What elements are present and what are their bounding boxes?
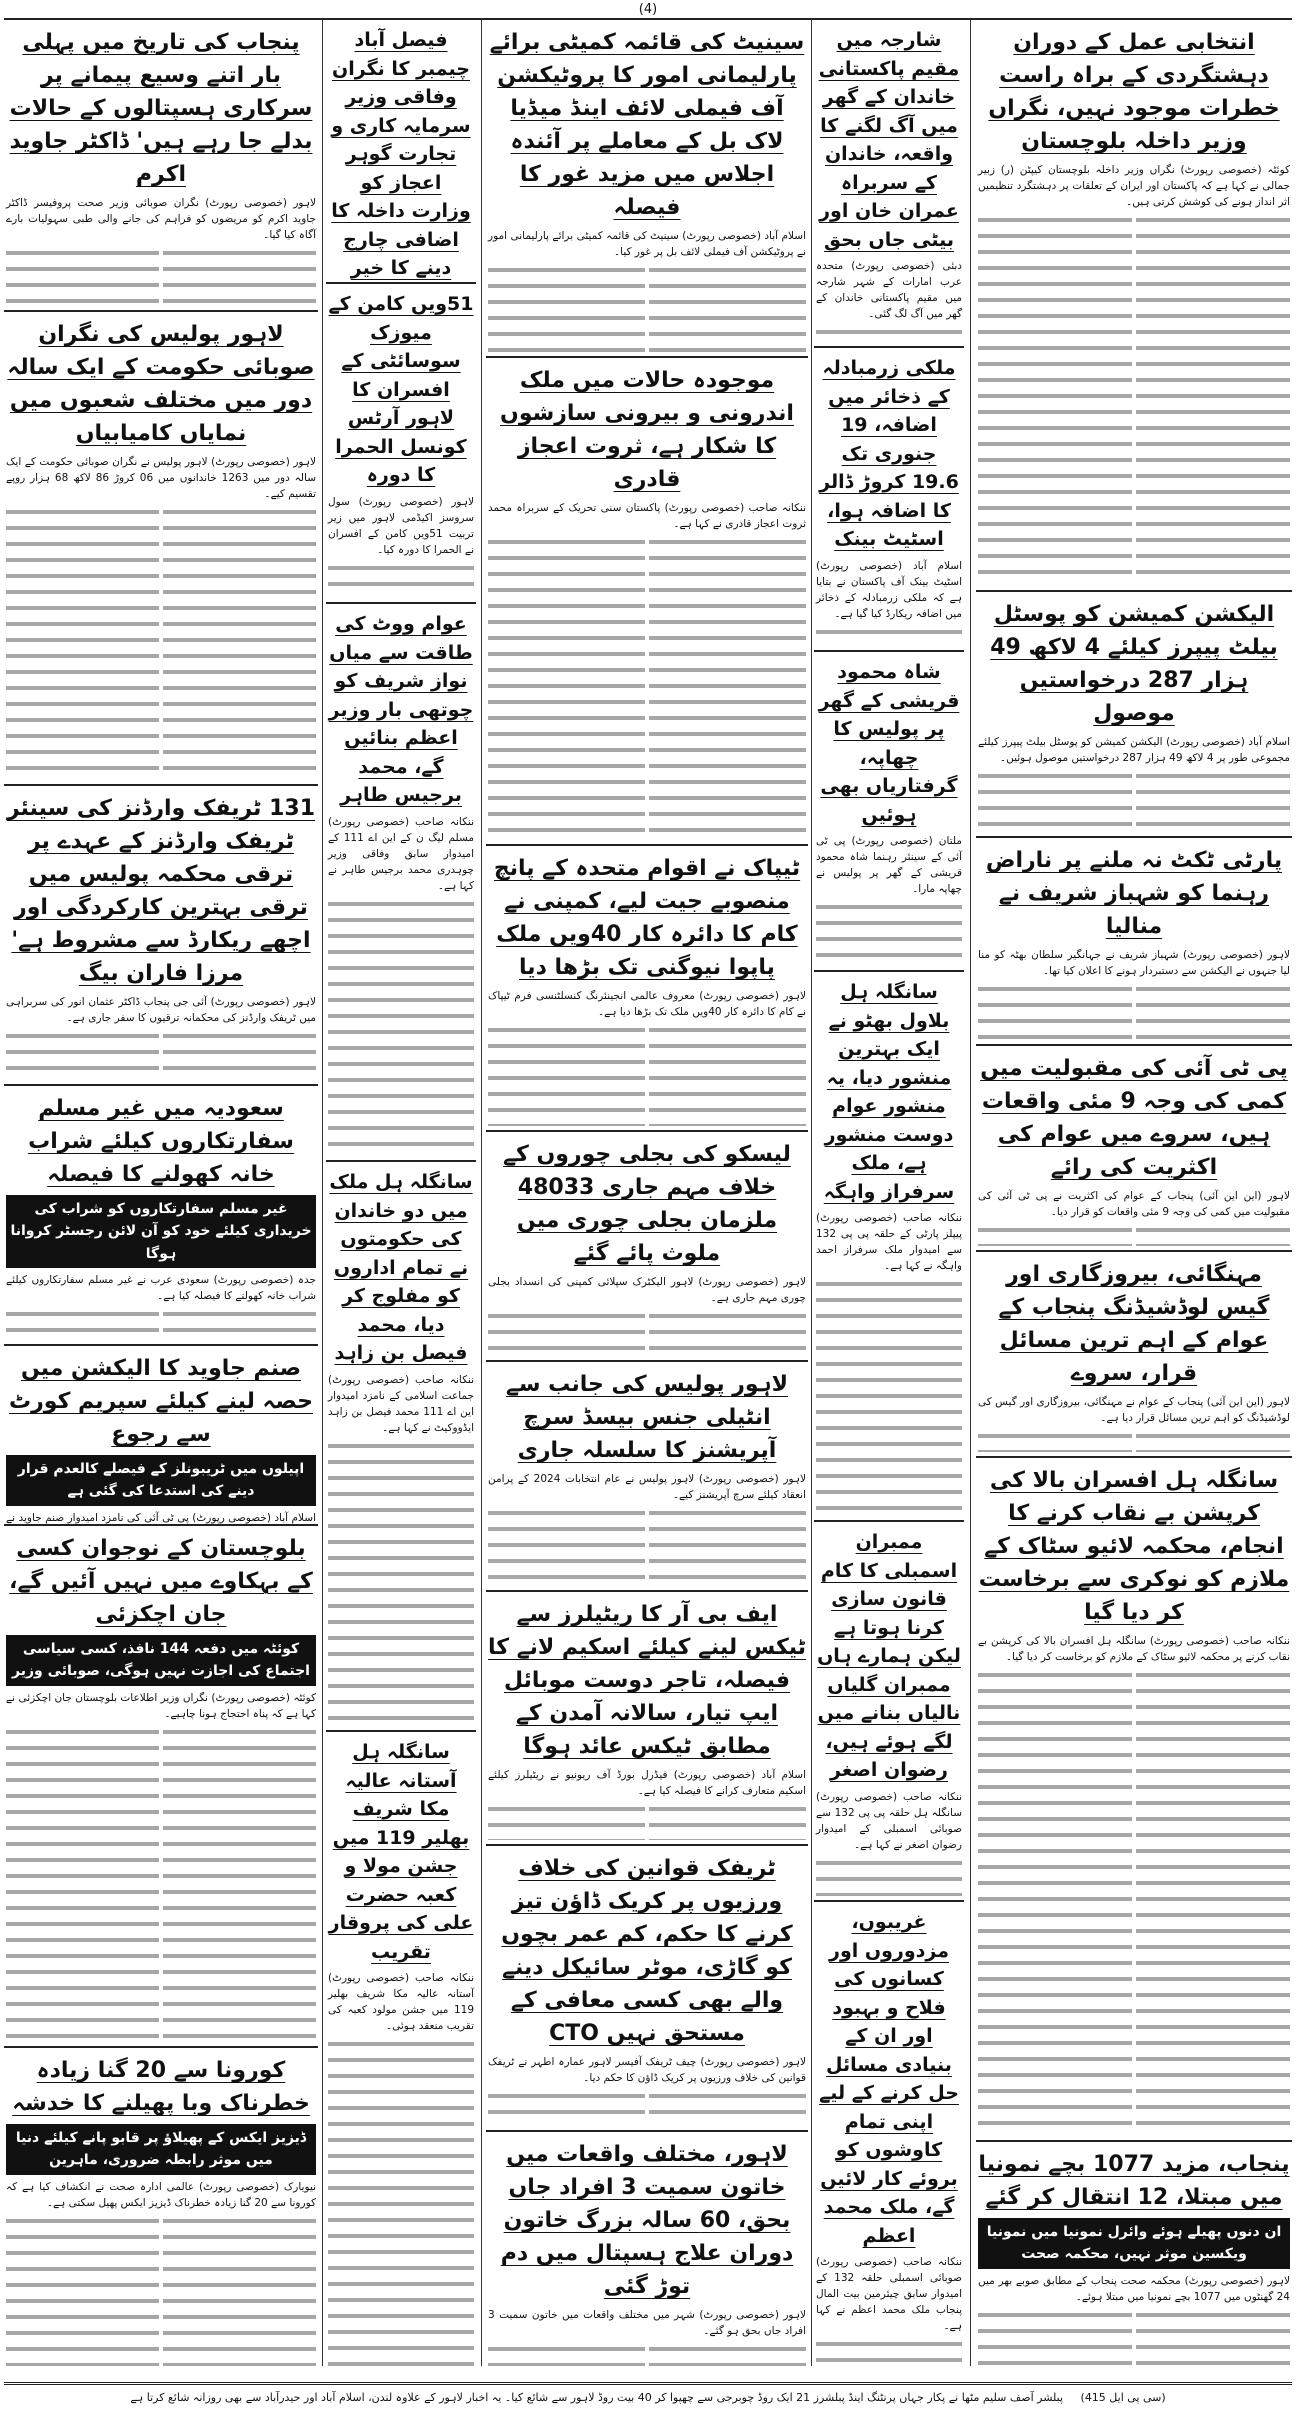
news-article: [326, 1734, 476, 2370]
news-article: [486, 1848, 808, 2132]
article-body: اسلام آباد (خصوصی رپورٹ) اسٹیٹ بینک آف پاکستان نے بتایا ہے کہ ملکی زرمبادلہ کے ذخائر میں اضافہ ریکارڈ کیا گیا ہے۔: [816, 559, 962, 620]
headline: سانگلہ ہل ملک میں دو خاندان کی حکومتوں نے تمام اداروں کو مفلوج کر دیا، محمد فیصل بن زاہد: [329, 1171, 473, 1364]
headline: ٹریفک قوانین کی خلاف ورزیوں پر کریک ڈاؤن تیز کرنے کا حکم، کم عمر بچوں کو گاڑی، موٹر سائیکل دینے والے بھی کسی معافی کے مستحق نہیں CTO: [501, 1856, 793, 2046]
body-text-lines: [816, 1855, 962, 1897]
body-text-lines: [6, 1724, 316, 2042]
article-body: ننکانہ صاحب (خصوصی رپورٹ) جماعت اسلامی کے نامزد امیدوار این اے 111 محمد فیصل بن زاہد ایڈووکیٹ نے کہا ہے۔: [328, 1373, 474, 1434]
column-rule: [481, 18, 482, 2366]
subheadline-bar: اپیلوں میں ٹریبونلز کے فیصلے کالعدم قرار دینے کی استدعا کی گئی ہے: [6, 1455, 316, 1506]
headline: لاہور، مختلف واقعات میں خاتون سمیت 3 افراد جاں بحق، 60 سالہ بزرگ خاتون دوران علاج ہسپتال میں دم توڑ گئی: [500, 2142, 794, 2299]
news-article: [976, 1460, 1292, 2142]
headline: 131 ٹریفک وارڈنز کی سینئر ٹریفک وارڈنز کے عہدے پر ترقی محکمہ پولیس میں ترقی بہترین کارکردگی اور اچھے ریکارڈ سے مشروط ہے' مرزا فاران بیگ: [6, 796, 316, 986]
body-text-lines: [6, 504, 316, 780]
body-text-lines: [978, 2307, 1290, 2366]
article-body: لاہور (این این آئی) پنجاب کے عوام کی اکثریت نے پی ٹی آئی کی مقبولیت میں کمی کی وجہ 9 مئی واقعات کو قرار دیا۔: [978, 1190, 1290, 1218]
news-article: [326, 22, 476, 284]
news-article: [814, 1904, 964, 2370]
article-body: اسلام آباد (خصوصی رپورٹ) الیکشن کمیشن کو پوسٹل بیلٹ پیپرز کیلئے مجموعی طور پر 4 لاکھ 49 ہزار 287 درخواستیں موصول ہوئیں۔: [978, 736, 1290, 764]
news-article: [976, 22, 1292, 592]
headline: پی ٹی آئی کی مقبولیت میں کمی کی وجہ 9 مئی واقعات ہیں، سروے میں عوام کی اکثریت کی رائے: [980, 1056, 1288, 1180]
news-article: [486, 1134, 808, 1362]
article-body: لاہور (خصوصی رپورٹ) آئی جی پنجاب ڈاکٹر عثمان انور کی سربراہی میں ٹریفک وارڈنز کی محکمانہ ترقیوں کا سفر جاری ہے۔: [6, 996, 316, 1024]
headline: پنجاب، مزید 1077 بچے نمونیا میں مبتلا، 12 انتقال کر گئے: [978, 2152, 1290, 2210]
body-text-lines: [816, 324, 962, 342]
headline: انتخابی عمل کے دوران دہشتگردی کے براہ راست خطرات موجود نہیں، نگراں وزیر داخلہ بلوچستان: [988, 30, 1280, 154]
article-body: ننکانہ صاحب (خصوصی رپورٹ) آستانہ عالیہ مکا شریف بھلیر 119 میں جشن مولود کعبہ کی تقریب منعقد ہوئی۔: [328, 1972, 474, 2032]
headline: پارٹی ٹکٹ نہ ملنے پر ناراض رہنما کو شہباز شریف نے منالیا: [985, 848, 1283, 939]
news-article: [326, 606, 476, 1162]
publisher-imprint: پبلشر آصف سلیم مٹھا نے پکار جہاں پرنٹنگ اینڈ پبلشرز 21 ایک روڈ چوبرجی سے چھپوا کر 40 بیت روڈ لاہور سے شائع کیا۔ یہ اخبار لاہور کے علاوہ لندن، اسلام آباد اور حیدرآباد سے بھی روزانہ شائع کرتا ہے: [130, 2391, 1064, 2404]
headline: ملکی زرمبادلہ کے ذخائر میں اضافہ، 19 جنوری تک 19.6 کروڑ ڈالر کا اضافہ ہوا، اسٹیٹ بینک: [819, 357, 959, 550]
body-text-lines: [816, 624, 962, 647]
news-article: [976, 840, 1292, 1046]
news-article: [976, 594, 1292, 838]
news-article: [486, 1594, 808, 1846]
article-body: ننکانہ صاحب (خصوصی رپورٹ) مسلم لیگ ن کے این اے 111 کے امیدوار سابق وفاقی وزیر چوہدری محمد برجیس طاہر نے کہا ہے۔: [328, 815, 474, 892]
body-text-lines: [978, 981, 1290, 1040]
article-body: لاہور (خصوصی رپورٹ) لاہور پولیس نے نگران صوبائی حکومت کے ایک سالہ دور میں 1263 خاندانوں میں 06 کروڑ 86 لاکھ 68 ہزار روپے تقسیم کیے۔: [6, 456, 317, 500]
news-article: [486, 848, 808, 1132]
news-article: [814, 350, 964, 652]
body-text-lines: [816, 899, 962, 966]
headline: مہنگائی، بیروزگاری اور گیس لوڈشیڈنگ پنجاب کے عوام کے اہم ترین مسائل قرار، سروے: [998, 1262, 1270, 1386]
news-article: [4, 1348, 318, 1526]
body-text-lines: [488, 534, 806, 840]
body-text-lines: [328, 1438, 474, 1727]
article-body: لاہور (خصوصی رپورٹ) لاہور الیکٹرک سپلائی کمپنی کی انسداد بجلی چوری مہم جاری ہے۔: [488, 1276, 806, 1304]
body-text-lines: [488, 1308, 806, 1356]
headline: عوام ووٹ کی طاقت سے میاں نواز شریف کو چوتھی بار وزیر اعظم بنائیں گے، محمد برجیس طاہر: [328, 613, 474, 806]
headline: شارجہ میں مقیم پاکستانی خاندان کے گھر میں آگ لگنے کا واقعہ، خاندان کے سربراہ عمران خان اور بیٹی جاں بحق: [818, 29, 960, 251]
news-article: [814, 22, 964, 348]
headline: صنم جاوید کا الیکشن میں حصہ لینے کیلئے سپریم کورٹ سے رجوع: [9, 1356, 313, 1447]
article-body: کوئٹہ (خصوصی رپورٹ) نگراں وزیر اطلاعات بلوچستان جان اچکزئی نے کہا ہے کہ پناہ احتجاج ہونا چاہیے۔: [6, 1691, 316, 1720]
headline: لاہور پولیس کی جانب سے انٹیلی جنس بیسڈ سرچ آپریشنز کا سلسلہ جاری: [505, 1372, 788, 1463]
headline: غریبوں، مزدوروں اور کسانوں کی فلاح و بہبود اور ان کے بنیادی مسائل حل کرنے کے لیے اپنی تمام کاوشوں کو بروئے کار لائیں گے، ملک محمد اعظم: [819, 1911, 959, 2247]
headline: ٹیپاک نے اقوام متحدہ کے پانچ منصوبے جیت لیے، کمپنی نے کام کا دائرہ کار 40ویں ملک پاپوا نیوگنی تک بڑھا دیا: [493, 856, 801, 980]
headline: سانگلہ ہل آستانہ عالیہ مکا شریف بھلیر 119 میں جشن مولا و کعبہ حضرت علی کی پروقار تقریب: [328, 1741, 474, 1963]
headline: لاہور پولیس کی نگران صوبائی حکومت کے ایک سالہ دور میں مختلف شعبوں میں نمایاں کامیابیاں: [7, 322, 315, 446]
headline: لیسکو کی بجلی چوروں کے خلاف مہم جاری 48033 ملزمان بجلی چوری میں ملوث پائے گئے: [503, 1142, 791, 1266]
news-article: [486, 360, 808, 846]
article-body: اسلام آباد (خصوصی رپورٹ) سینیٹ کی قائمہ کمیٹی برائے پارلیمانی امور نے پروٹیکشن آف فیملی لائف بل پر غور کیا۔: [488, 230, 806, 258]
body-text-lines: [488, 1022, 806, 1126]
news-article: [4, 314, 318, 786]
news-article: [326, 286, 476, 604]
body-text-lines: [6, 2213, 316, 2366]
news-article: [4, 1528, 318, 2048]
news-article: [814, 974, 964, 1522]
body-text-lines: [978, 1428, 1290, 1452]
body-text-lines: [328, 560, 474, 599]
footer-imprint: [4, 2382, 1292, 2404]
subheadline-bar: ڈیزیز ایکس کے پھیلاؤ پر قابو پانے کیلئے دنیا میں موثر رابطہ ضروری، ماہرین: [6, 2124, 316, 2175]
article-body: لاہور (خصوصی رپورٹ) معروف عالمی انجینئرنگ کنسلٹنسی فرم ٹیپاک نے کام کا دائرہ کار 40ویں ملک تک بڑھا دیا ہے۔: [488, 990, 806, 1018]
news-article: [814, 1524, 964, 1902]
article-body: لاہور (خصوصی رپورٹ) چیف ٹریفک آفیسر لاہور عمارہ اطہر نے ٹریفک قوانین کی خلاف ورزیوں پر کریک ڈاؤن کا حکم دیا۔: [488, 2056, 806, 2084]
news-article: [4, 2050, 318, 2370]
headline: سینیٹ کی قائمہ کمیٹی برائے پارلیمانی امور کا پروٹیکشن آف فیملی لائف اینڈ میڈیا لاک بل کے معاملے پر آئندہ اجلاس میں مزید غور کا فیصلہ: [489, 30, 805, 220]
headline: الیکشن کمیشن کو پوسٹل بیلٹ پیپرز کیلئے 4 لاکھ 49 ہزار 287 درخواستیں موصول: [990, 602, 1278, 726]
article-body: لاہور (خصوصی رپورٹ) سول سروسز اکیڈمی لاہور میں زیر تربیت 51ویں کامن کے افسران نے الحمرا کا دورہ کیا۔: [328, 495, 474, 556]
body-text-lines: [816, 2336, 962, 2366]
news-article: [4, 1088, 318, 1346]
body-text-lines: [488, 262, 806, 352]
article-body: لاہور (خصوصی رپورٹ) شہباز شریف نے جہانگیر سلطان بھٹہ کو منا لیا جنہوں نے الیکشن سے دستبردار ہونے کا اعلان کیا تھا۔: [978, 949, 1290, 977]
column-rule: [970, 18, 971, 2366]
body-text-lines: [488, 2341, 806, 2366]
article-body: ننکانہ صاحب (خصوصی رپورٹ) صوبائی اسمبلی حلقہ 132 کے امیدوار سابق چیئرمین بیت المال پنجاب ملک محمد اعظم نے کہا ہے۔: [816, 2256, 962, 2332]
headline: ایف بی آر کا ریٹیلرز سے ٹیکس لینے کیلئے اسکیم لانے کا فیصلہ، تاجر دوست موبائل ایپ تیار، سالانہ آمدن کے مطابق ٹیکس عائد ہوگا: [488, 1602, 806, 1759]
headline: شاہ محمود قریشی کے گھر پر پولیس کا چھاپہ، گرفتاریاں بھی ہوئیں: [818, 661, 960, 826]
body-text-lines: [328, 896, 474, 1157]
registration-number: (سی پی ایل 415): [1080, 2391, 1166, 2404]
article-body: جدہ (خصوصی رپورٹ) سعودی عرب نے غیر مسلم سفارتکاروں کیلئے شراب خانہ کھولنے کا فیصلہ کیا ہے۔: [6, 1274, 316, 1303]
article-body: ننکانہ صاحب (خصوصی رپورٹ) سانگلہ ہل افسران بالا کی کرپشن بے نقاب کرنے پر محکمہ لائیو سٹاک کے ملازم کو برخاست کر دیا گیا۔: [978, 1635, 1290, 1663]
article-body: نیویارک (خصوصی رپورٹ) عالمی ادارہ صحت نے انکشاف کیا ہے کہ کورونا سے 20 گنا زیادہ خطرناک ڈیزیز ایکس پھیل سکتی ہے۔: [6, 2180, 316, 2209]
body-text-lines: [816, 1276, 962, 1516]
body-text-lines: [978, 212, 1290, 586]
news-article: [814, 654, 964, 972]
column-rule: [322, 18, 323, 2366]
headline: فیصل آباد چیمبر کا نگران وفاقی وزیر سرمایہ کاری و تجارت گوہر اعجاز کو وزارت داخلہ کا اضافی چارج دینے کا خیر: [331, 29, 471, 279]
headline: بلوچستان کے نوجوان کسی کے بہکاوے میں نہیں آئیں گے، جان اچکزئی: [9, 1536, 313, 1627]
article-body: کوئٹہ (خصوصی رپورٹ) نگراں وزیر داخلہ بلوچستان کیپٹن (ر) زبیر جمالی نے کہا ہے کہ پاکستان اور ایران کے تعلقات پر دہشتگرد تنظیمیں اثر انداز ہونے کی کوشش کرتی ہیں۔: [978, 164, 1290, 208]
article-body: اسلام آباد (خصوصی رپورٹ) پی ٹی آئی کی نامزد امیدوار صنم جاوید نے: [6, 1511, 316, 1524]
headline: کورونا سے 20 گنا زیادہ خطرناک وبا پھیلنے کا خدشہ: [12, 2058, 310, 2116]
body-text-lines: [6, 1028, 316, 1080]
top-rule: [4, 18, 1292, 20]
news-article: [4, 788, 318, 1086]
headline: ممبران اسمبلی کا کام قانون سازی کرنا ہوتا ہے لیکن ہمارے ہاں ممبران گلیاں نالیاں بنانے میں لگے ہوئے ہیں، رضوان اصغر: [817, 1531, 961, 1781]
news-article: [326, 1164, 476, 1732]
subheadline-bar: غیر مسلم سفارتکاروں کو شراب کی خریداری کیلئے خود کو آن لائن رجسٹر کروانا ہوگا: [6, 1195, 316, 1268]
article-body: ننکانہ صاحب (خصوصی رپورٹ) پیپلز پارٹی کے حلقہ پی پی 132 سے امیدوار ملک سرفراز احمد واہگہ نے کہا ہے۔: [816, 1212, 962, 1272]
headline: سعودیہ میں غیر مسلم سفارتکاروں کیلئے شراب خانہ کھولنے کا فیصلہ: [28, 1096, 294, 1187]
headline: سانگلہ ہل بلاول بھٹو نے ایک بہترین منشور دیا، یہ منشور عوام دوست منشور ہے، ملک سرفراز واہگہ: [823, 981, 955, 1203]
article-body: ننکانہ صاحب (خصوصی رپورٹ) پاکستان سنی تحریک کے سربراہ محمد ثروت اعجاز قادری نے کہا ہے۔: [488, 502, 806, 530]
column-rule: [811, 18, 812, 2366]
body-text-lines: [328, 2036, 474, 2366]
body-text-lines: [978, 768, 1290, 832]
body-text-lines: [488, 1505, 806, 1586]
body-text-lines: [488, 1801, 806, 1840]
article-body: لاہور (خصوصی رپورٹ) محکمہ صحت پنجاب کے مطابق صوبے بھر میں 24 گھنٹوں میں 1077 بچے نمونیا میں مبتلا ہوئے۔: [978, 2274, 1290, 2303]
article-body: اسلام آباد (خصوصی رپورٹ) فیڈرل بورڈ آف ریونیو نے ریٹیلرز کیلئے اسکیم متعارف کرانے کا فیصلہ کیا ہے۔: [488, 1769, 806, 1797]
headline: موجودہ حالات میں ملک اندرونی و بیرونی سازشوں کا شکار ہے، ثروت اعجاز قادری: [500, 368, 794, 492]
article-body: دبئی (خصوصی رپورٹ) متحدہ عرب امارات کے شہر شارجہ میں مقیم پاکستانی خاندان کے گھر میں آگ لگ گئی۔: [816, 260, 962, 320]
article-body: لاہور (این این آئی) پنجاب کے عوام نے مہنگائی، بیروزگاری اور گیس کی لوڈشیڈنگ کو اہم ترین مسائل قرار دیا ہے۔: [978, 1396, 1290, 1424]
news-article: [486, 2134, 808, 2370]
subheadline-bar: کوئٹہ میں دفعہ 144 نافذ، کسی سیاسی اجتماع کی اجازت نہیں ہوگی، صوبائی وزیر: [6, 1635, 316, 1686]
subheadline-bar: ان دنوں پھیلے ہوئے وائرل نمونیا میں نمونیا ویکسین موثر نہیں، محکمہ صحت: [978, 2218, 1290, 2269]
body-text-lines: [6, 1306, 316, 1340]
body-text-lines: [488, 2088, 806, 2126]
news-article: [976, 1048, 1292, 1252]
article-body: ننکانہ صاحب (خصوصی رپورٹ) سانگلہ ہل حلقہ پی پی 132 سے صوبائی اسمبلی کے امیدوار رضوان اصغر نے کہا ہے۔: [816, 1790, 962, 1851]
news-article: [486, 1364, 808, 1592]
article-body: لاہور (خصوصی رپورٹ) شہر میں مختلف واقعات میں خاتون سمیت 3 افراد جاں بحق ہو گئے۔: [488, 2309, 806, 2337]
article-body: لاہور (خصوصی رپورٹ) نگران صوبائی وزیر صحت پروفیسر ڈاکٹر جاوید اکرم کو مریضوں کو فراہم کی جانے والی طبی سہولیات بارے آگاہ کیا گیا۔: [6, 197, 316, 241]
news-article: [976, 1254, 1292, 1458]
headline: 51ویں کامن کے میوزک سوسائٹی کے افسران کا لاہور آرٹس کونسل الحمرا کا دورہ: [328, 293, 474, 486]
article-body: لاہور (خصوصی رپورٹ) لاہور پولیس نے عام انتخابات 2024 کے پرامن انعقاد کیلئے سرچ آپریشنز کیے۔: [488, 1473, 807, 1501]
news-article: [4, 22, 318, 312]
news-article: [976, 2144, 1292, 2370]
news-article: [486, 22, 808, 358]
page-number: (4): [638, 2, 658, 17]
body-text-lines: [6, 245, 316, 306]
body-text-lines: [978, 1222, 1290, 1246]
body-text-lines: [978, 1667, 1290, 2136]
headline: سانگلہ ہل افسران بالا کی کرپشن بے نقاب کرنے کا انجام، محکمہ لائیو سٹاک کے ملازم کو نوکری سے برخاست کر دیا گیا: [978, 1468, 1290, 1625]
headline: پنجاب کی تاریخ میں پہلی بار اتنے وسیع پیمانے پر سرکاری ہسپتالوں کے حالات بدلے جا رہے ہیں' ڈاکٹر جاوید اکرم: [9, 30, 313, 187]
article-body: ملتان (خصوصی رپورٹ) پی ٹی آئی کے سینئر رہنما شاہ محمود قریشی کے گھر پر پولیس نے چھاپہ مارا۔: [816, 835, 962, 895]
